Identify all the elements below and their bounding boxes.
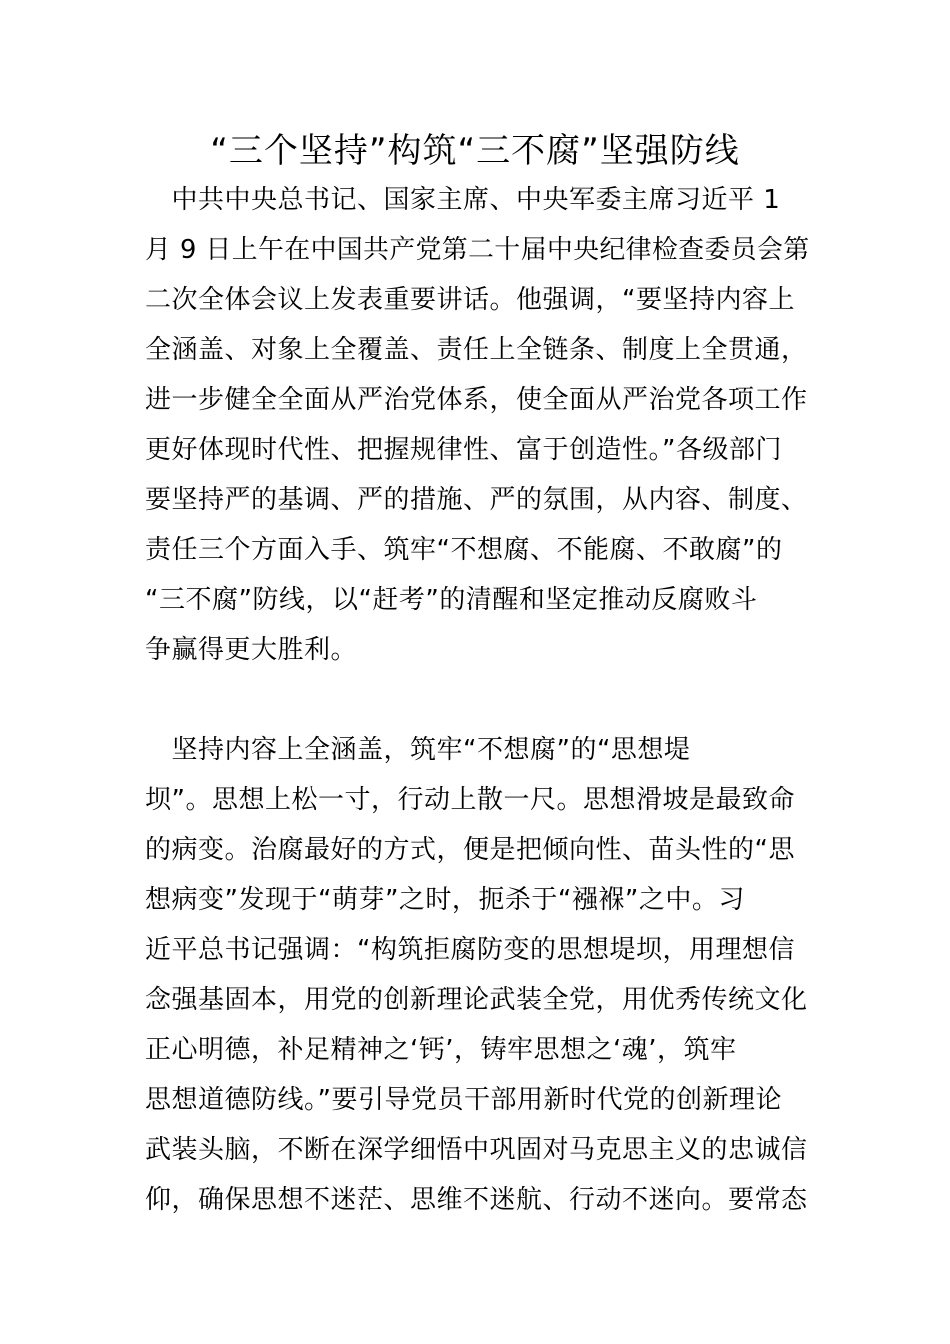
paragraph-line: 想病变”发现于“萌芽”之时，扼杀于“襁褓”之中。习 — [145, 885, 745, 915]
paragraph-line: 责任三个方面入手、筑牢“不想腐、不能腐、不敢腐”的 — [145, 535, 783, 565]
paragraph-line: 坚持内容上全涵盖，筑牢“不想腐”的“思想堤 — [145, 735, 691, 765]
paragraph-line: 要坚持严的基调、严的措施、严的氛围，从内容、制度、 — [145, 485, 808, 515]
paragraph-line: 武装头脑，不断在深学细悟中巩固对马克思主义的忠诚信 — [145, 1135, 808, 1165]
paragraph-line: 更好体现时代性、把握规律性、富于创造性。”各级部门 — [145, 435, 782, 465]
paragraph-line: 二次全体会议上发表重要讲话。他强调，“要坚持内容上 — [145, 285, 795, 315]
paragraph-line: 中共中央总书记、国家主席、中央军委主席习近平 1 — [145, 185, 781, 215]
paragraph-line: “三不腐”防线，以“赶考”的清醒和坚定推动反腐败斗 — [145, 585, 758, 615]
paragraph-line: 仰，确保思想不迷茫、思维不迷航、行动不迷向。要常态 — [145, 1185, 808, 1215]
paragraph-line: 近平总书记强调：“构筑拒腐防变的思想堤坝，用理想信 — [145, 935, 795, 965]
paragraph-line: 思想道德防线。”要引导党员干部用新时代党的创新理论 — [145, 1085, 782, 1115]
paragraph-line: 进一步健全全面从严治党体系，使全面从严治党各项工作 — [145, 385, 808, 415]
document-title: “三个坚持”构筑“三不腐”坚强防线 — [210, 131, 740, 171]
paragraph-line: 月 9 日上午在中国共产党第二十届中央纪律检查委员会第 — [145, 235, 810, 265]
paragraph-line: 念强基固本，用党的创新理论武装全党，用优秀传统文化 — [145, 985, 808, 1015]
paragraph-line: 坝”。思想上松一寸，行动上散一尺。思想滑坡是最致命 — [145, 785, 795, 815]
paragraph-line: 的病变。治腐最好的方式，便是把倾向性、苗头性的“思 — [145, 835, 795, 865]
paragraph-line: 全涵盖、对象上全覆盖、责任上全链条、制度上全贯通， — [145, 335, 808, 365]
paragraph-line: 正心明德，补足精神之‘钙’，铸牢思想之‘魂’，筑牢 — [145, 1035, 737, 1065]
paragraph-line: 争赢得更大胜利。 — [145, 635, 358, 665]
